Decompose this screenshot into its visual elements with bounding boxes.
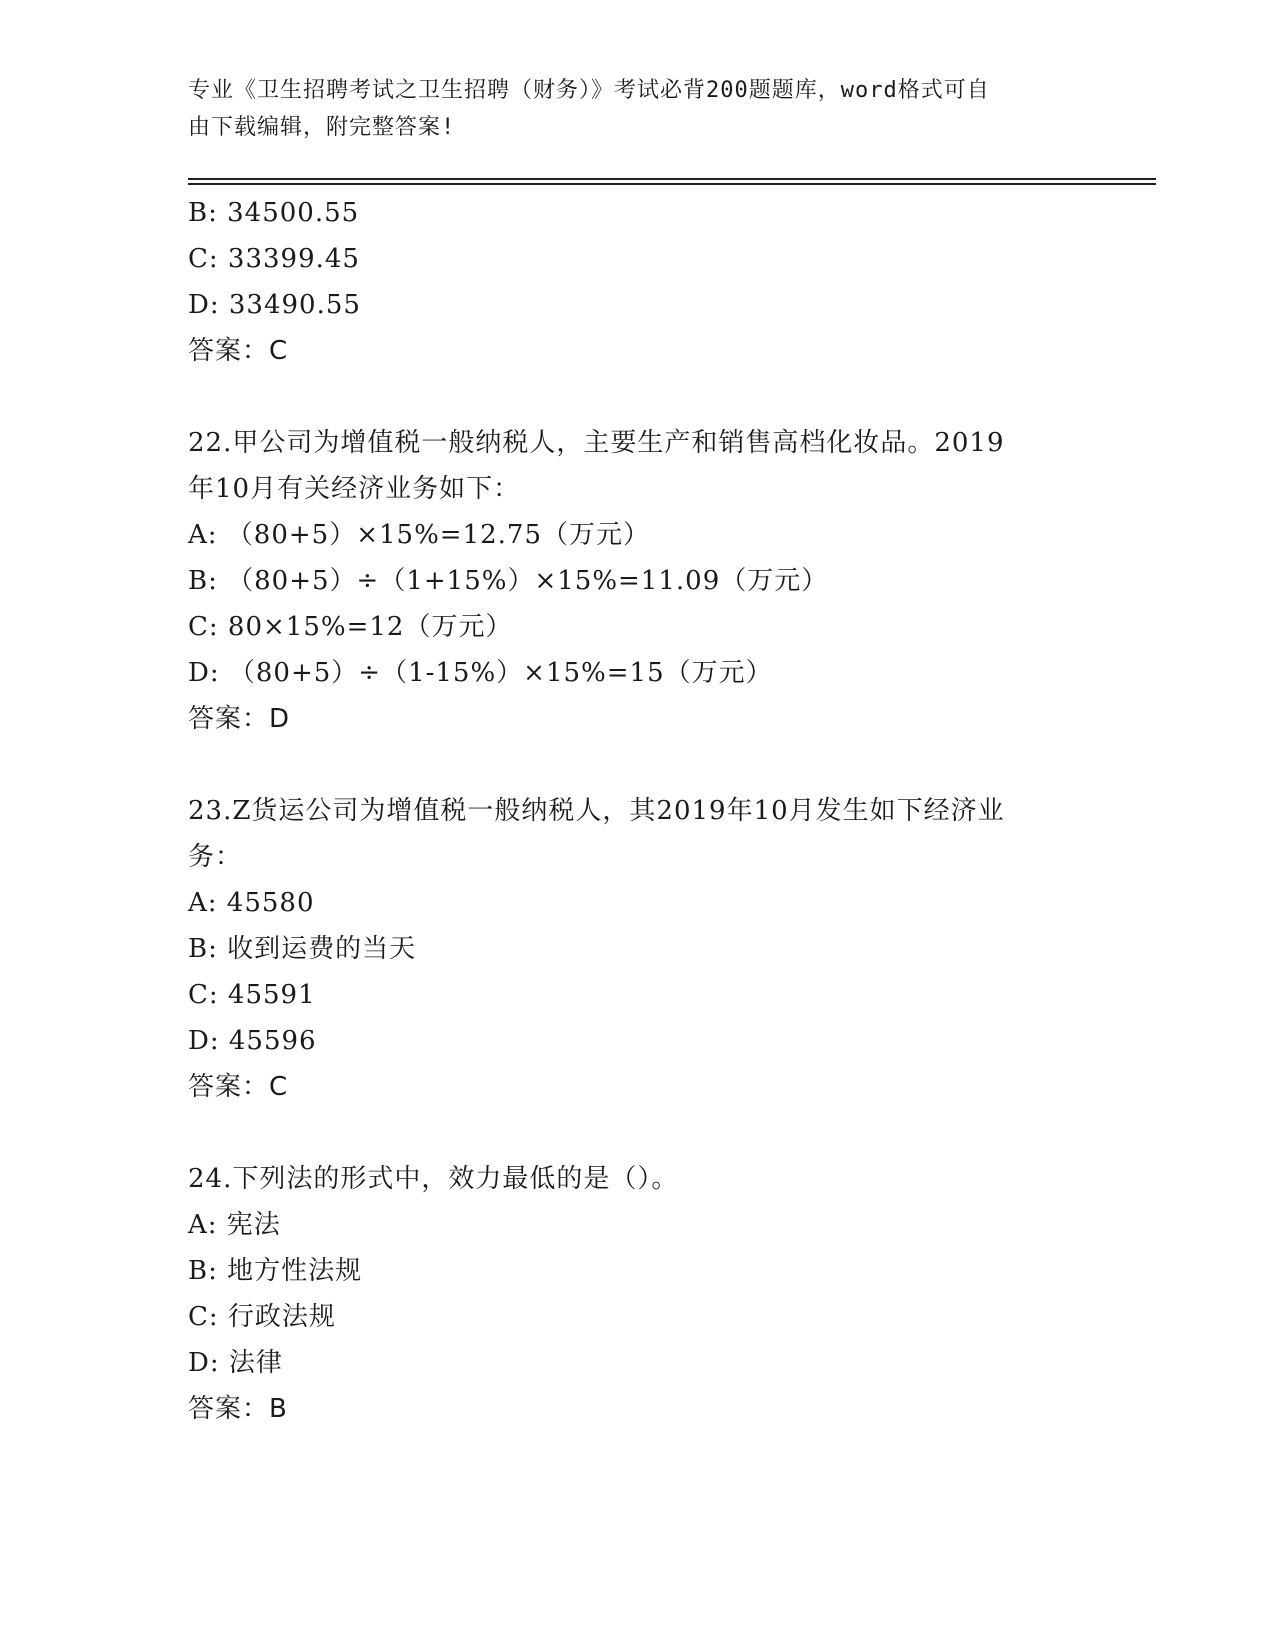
- option-d: D: （80+5）÷（1-15%）×15%=15（万元）: [188, 658, 773, 688]
- option-c: C: 45591: [188, 980, 316, 1010]
- option-b: B: 34500.55: [188, 198, 360, 228]
- spacer: [188, 374, 1148, 420]
- header-divider-top: [188, 178, 1156, 180]
- question-24: [188, 1156, 1148, 1432]
- spacer: [188, 1110, 1148, 1156]
- option-c: C: 33399.45: [188, 244, 360, 274]
- answer-line: 答案：D: [188, 704, 291, 734]
- option-c: C: 行政法规: [188, 1302, 336, 1332]
- header-line-1: 专业《卫生招聘考试之卫生招聘（财务）》考试必背200题题库，word格式可自: [188, 78, 990, 103]
- answer-line: 答案：B: [188, 1394, 288, 1424]
- question-stem: 22.甲公司为增值税一般纳税人，主要生产和销售高档化妆品。2019: [188, 428, 1005, 458]
- option-c: C: 80×15%=12（万元）: [188, 612, 513, 642]
- option-a: A: 45580: [188, 888, 315, 918]
- question-stem: 24.下列法的形式中，效力最低的是（）。: [188, 1164, 679, 1194]
- option-a: A: 宪法: [188, 1210, 281, 1240]
- option-d: D: 45596: [188, 1026, 317, 1056]
- option-d: D: 33490.55: [188, 290, 361, 320]
- option-b: B: 地方性法规: [188, 1256, 363, 1286]
- option-d: D: 法律: [188, 1348, 283, 1378]
- question-block-prev: [188, 190, 1148, 374]
- option-b: B: 收到运费的当天: [188, 934, 417, 964]
- answer-line: 答案：C: [188, 336, 289, 366]
- question-stem-cont: 务：: [188, 842, 243, 872]
- question-list: [188, 190, 1148, 1432]
- question-stem-cont: 年10月有关经济业务如下：: [188, 474, 521, 504]
- document-header: [188, 72, 1088, 146]
- header-line-2: 由下载编辑，附完整答案!: [188, 115, 456, 140]
- answer-line: 答案：C: [188, 1072, 289, 1102]
- header-divider-bottom: [188, 183, 1156, 185]
- question-22: [188, 420, 1148, 742]
- question-stem: 23.Z货运公司为增值税一般纳税人，其2019年10月发生如下经济业: [188, 796, 1005, 826]
- option-a: A: （80+5）×15%=12.75（万元）: [188, 520, 651, 550]
- spacer: [188, 742, 1148, 788]
- question-23: [188, 788, 1148, 1110]
- option-b: B: （80+5）÷（1+15%）×15%=11.09（万元）: [188, 566, 829, 596]
